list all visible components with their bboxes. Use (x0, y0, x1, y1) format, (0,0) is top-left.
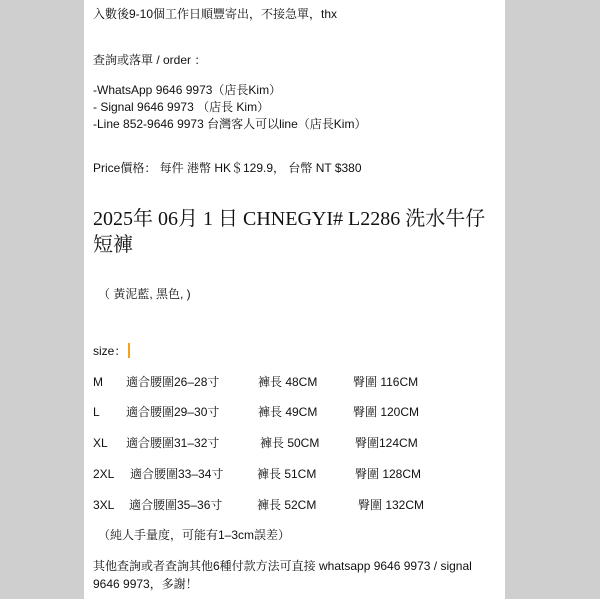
size-length: 褲長 51CM (257, 467, 317, 481)
measurement-note: （純人手量度，可能有1–3cm誤差） (98, 528, 291, 542)
size-hip: 臀圍 120CM (353, 405, 420, 419)
size-length: 褲長 52CM (257, 498, 317, 512)
size-label: size： (93, 344, 127, 358)
order-heading: 查詢或落單 / order ： (93, 53, 207, 67)
size-length: 褲長 50CM (260, 436, 320, 450)
footer-contact: 其他查詢或者查詢其他6種付款方法可直接 whatsapp 9646 9973 / signal 9646 9973，多謝！ (93, 559, 472, 591)
shipping-note: 入數後9-10個工作日順豐寄出，不接急單，thx (93, 7, 338, 21)
size-code: 3XL (93, 498, 115, 512)
size-hip: 臀圍 116CM (353, 375, 419, 389)
text-cursor (128, 343, 130, 358)
color-options: （ 黃泥藍, 黑色, ) (98, 287, 191, 301)
contact-whatsapp: -WhatsApp 9646 9973（店長Kim） (93, 83, 282, 97)
size-waist: 適合腰圍26–28寸 (126, 375, 220, 389)
size-code: XL (93, 436, 108, 450)
size-waist: 適合腰圍29–30寸 (126, 405, 220, 419)
size-hip: 臀圍 128CM (355, 467, 422, 481)
contact-line: -Line 852-9646 9973 台灣客人可以line（店長Kim） (93, 117, 367, 131)
document-page (84, 0, 505, 599)
product-title: 2025年 06月 1 日 CHNEGYI# L2286 洗水牛仔短褲 (93, 208, 486, 256)
size-waist: 適合腰圍33–34寸 (130, 467, 224, 481)
size-label-line[interactable] (93, 343, 130, 359)
size-waist: 適合腰圍31–32寸 (126, 436, 220, 450)
size-code: 2XL (93, 467, 115, 481)
size-hip: 臀圍 132CM (358, 498, 425, 512)
size-waist: 適合腰圍35–36寸 (129, 498, 223, 512)
size-length: 褲長 49CM (258, 405, 318, 419)
size-hip: 臀圍124CM (355, 436, 418, 450)
contact-signal: - Signal 9646 9973 （店長 Kim） (93, 100, 270, 114)
price-line: Price價格： 每件 港幣 HK＄129.9， 台幣 NT $380 (93, 161, 362, 175)
size-length: 褲長 48CM (258, 375, 318, 389)
size-code: L (93, 405, 100, 419)
size-code: M (93, 375, 103, 389)
